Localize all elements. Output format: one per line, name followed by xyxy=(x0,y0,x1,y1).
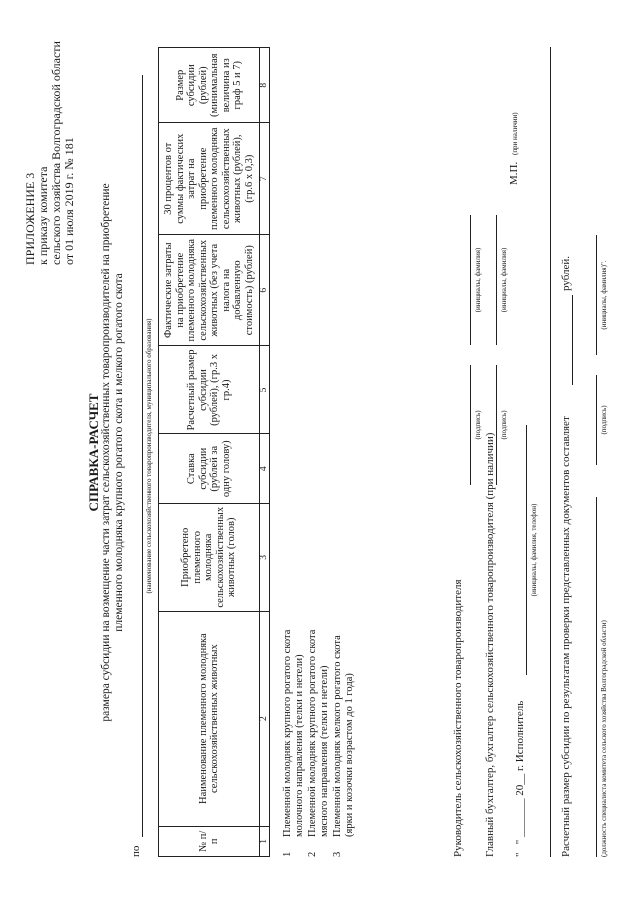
po-hint: (наименование сельскохозяйственного товаропроизводителя, муниципального образования) xyxy=(145,318,153,594)
accountant-sign-line xyxy=(496,365,497,485)
appendix-line-3: сельского хозяйства Волгоградской области xyxy=(49,41,63,265)
accountant-name-hint: (инициалы, фамилия) xyxy=(500,247,508,313)
head-signature-label: Руководитель сельскохозяйственного товаропроизводителя xyxy=(452,579,464,857)
row-number: 1 xyxy=(282,851,293,857)
header-cell: Приобретено племенного молодняка сельскохозяйственных животных (голов) xyxy=(159,503,260,611)
footer-sign-hint: (подпись) xyxy=(600,405,608,435)
head-name-line xyxy=(470,215,471,345)
calc-text: Расчетный размер субсидии по результатам проверки представленных документов составляет xyxy=(560,416,572,857)
header-cell: № п/п xyxy=(159,826,260,856)
row-number: 2 xyxy=(307,851,318,857)
list-item xyxy=(307,557,330,857)
chief-accountant-label: Главный бухгалтер, бухгалтер сельскохозяйственного товаропроизводителя (при наличии) xyxy=(484,432,496,857)
row-number: 3 xyxy=(332,851,343,857)
column-number: 7 xyxy=(260,123,270,235)
table-header-row xyxy=(159,48,260,857)
header-cell: Расчетный размер субсидии (рублей), (гр.3 x гр.4) xyxy=(159,346,260,434)
footer-sign-line xyxy=(596,375,597,465)
appendix-line-2: к приказу комитета xyxy=(36,166,50,265)
column-number: 8 xyxy=(260,48,270,123)
column-number: 1 xyxy=(260,826,270,856)
column-number: 2 xyxy=(260,611,270,826)
position-line xyxy=(596,497,597,857)
po-label: по xyxy=(130,845,142,857)
row-name: Племенной молодняк крупного рогатого скота мясного направления (телки и нетели) xyxy=(307,629,330,837)
list-item xyxy=(332,557,355,857)
column-number: 5 xyxy=(260,346,270,434)
header-cell: Фактические затраты на приобретение племенного молодняка сельскохозяйственных животных (без учета налога на добавленную стоимость) (рублей) xyxy=(159,234,260,346)
header-cell: Наименование племенного молодняка сельскохозяйственных животных xyxy=(159,611,260,826)
calculation-table xyxy=(158,47,270,857)
calc-amount-line xyxy=(572,295,573,385)
stamp-hint: (при наличии) xyxy=(511,112,519,156)
executor-line xyxy=(526,425,527,675)
appendix-line-4: от 01 июля 2019 г. № 181 xyxy=(62,137,76,265)
accountant-name-line xyxy=(496,215,497,345)
column-number: 6 xyxy=(260,234,270,346)
date-executor-label: " " _______ 20__ г. Исполнитель xyxy=(514,700,526,857)
stamp-text: М.П. xyxy=(508,161,520,185)
document-subtitle-1: размера субсидии на возмещение части затрат сельскохозяйственных товаропроизводителей на приобретение xyxy=(100,183,112,722)
row-name: Племенной молодняк крупного рогатого скота молочного направления (телки и нетели) xyxy=(282,629,305,837)
head-sign-line xyxy=(470,365,471,485)
head-name-hint: (инициалы, фамилия) xyxy=(474,247,482,313)
po-underline xyxy=(142,75,143,837)
footer-name-line xyxy=(596,235,597,355)
footer-name-hint: (инициалы, фамилия)". xyxy=(600,260,608,330)
stamp-label xyxy=(508,112,520,185)
column-number: 3 xyxy=(260,503,270,611)
appendix-line-1: ПРИЛОЖЕНИЕ 3 xyxy=(23,172,37,265)
footer-divider xyxy=(550,47,551,857)
accountant-sign-hint: (подпись) xyxy=(500,410,508,440)
row-list xyxy=(282,557,355,857)
document-title: СПРАВКА-РАСЧЕТ xyxy=(86,393,101,512)
executor-hint: (инициалы, фамилия, телефон) xyxy=(530,503,538,597)
appendix-block xyxy=(24,5,76,265)
document-subtitle-2: племенного молодняка крупного рогатого скота и мелкого рогатого скота xyxy=(113,273,125,632)
header-cell: 30 процентов от суммы фактических затрат на приобретение племенного молодняка сельскохозяйственных животных (рублей), (гр.6 x 0,3) xyxy=(159,123,260,235)
calc-rub: рублей. xyxy=(560,255,572,291)
column-number-row xyxy=(260,48,270,857)
head-sign-hint: (подпись) xyxy=(474,410,482,440)
row-name: Племенной молодняк мелкого рогатого скота (ярки и козочки возрастом до 1 года) xyxy=(332,635,355,837)
header-cell: Размер субсидии (рублей) (минимальная величина из граф 5 и 7) xyxy=(159,48,260,123)
column-number: 4 xyxy=(260,434,270,503)
position-hint: (должность специалиста комитета сельского хозяйства Волгоградской области) xyxy=(600,620,608,857)
list-item xyxy=(282,557,305,857)
header-cell: Ставка субсидии (рублей за одну голову) xyxy=(159,434,260,503)
